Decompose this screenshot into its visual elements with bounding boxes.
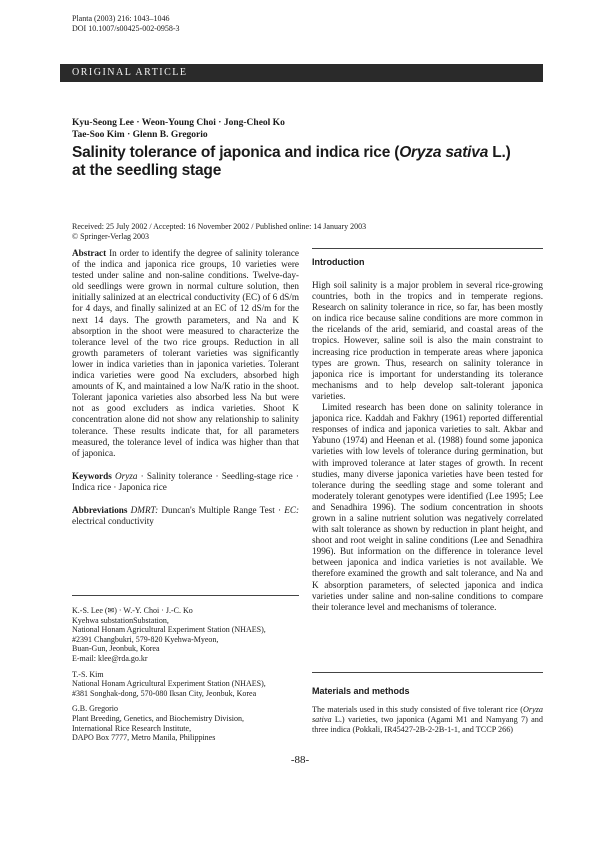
affiliation-3-line-1: G.B. Gregorio — [72, 704, 118, 714]
title-species: Oryza sativa — [399, 144, 489, 161]
methods-heading: Materials and methods — [312, 686, 410, 696]
abstract-text: In order to identify the degree of salinity tolerance of the indica and japonica rice groups, 10 varieties were tested under saline and non-saline conditions. Twelve-day-old seedlings were grown in normal culture solution, then initially salinized at an electrical conductivity (EC) of 6 dS/m for 4 days, and finally salinized at an EC of 12 dS/m for the next 14 days. The growth parameters, and Na and K absorption in the shoot were measured to characterize the tolerance level of the two rice groups. Reduction in all growth parameters of tolerant varieties was significantly lower in indica varieties than in japonica varieties. Tolerant indica varieties were good Na excluders, absorbed high amounts of K, and maintained a low Na/K ratio in the shoot. Tolerant japonica varieties also absorbed less Na but were not as good excluders as indica varieties. Shoot K concentration alone did not show any relationship to salinity tolerance. These results indicate that, for all parameters measured, the tolerance level of indica was higher than that of japonica. — [72, 248, 299, 458]
affiliations-divider — [72, 595, 299, 596]
affiliation-3-line-4: DAPO Box 7777, Metro Manila, Philippines — [72, 733, 216, 743]
keywords-genus: Oryza — [115, 470, 138, 481]
affiliation-1-line-5: Buan-Gun, Jeonbuk, Korea — [72, 644, 160, 654]
affiliations — [72, 606, 302, 749]
abbr-ec-key: EC: — [284, 504, 300, 515]
keywords-text: · Salinity tolerance · Seedling-stage rice · Indica rice · Japonica rice — [72, 470, 299, 492]
abbr-ec-value: electrical conductivity — [72, 516, 154, 527]
publication-dates — [72, 222, 366, 242]
introduction-heading: Introduction — [312, 257, 365, 267]
page-number: -88- — [290, 754, 310, 766]
abstract-label: Abstract — [72, 248, 107, 258]
affiliation-2-line-1: T.-S. Kim — [72, 669, 104, 679]
keywords — [72, 471, 299, 493]
title-line-2: at the seedling stage — [72, 162, 222, 179]
methods-text-2: L.) varieties, two japonica (Agami M1 and Namyang 7) and three indica (Pokkali, IR45427-2B-2-2B-1-1, and TCCP 266) — [312, 715, 543, 734]
keywords-label: Keywords — [72, 470, 112, 481]
introduction-body — [312, 280, 543, 613]
introduction-paragraph-2: Limited research has been done on salinity tolerance in japonica rice. Kaddah and Fakhry (1961) reported differential responses of indica and japonica varieties to salt. Akbar and Yabuno (1974) and Heenan et al. (1988) found some japonica varieties with low levels of tolerance during germination, but with improved tolerance at later stages of growth. In recent studies, many diverse japonica varieties have been tested for tolerance during the seedling stage and some tolerant and moderately tolerant genotypes were identified (Lee 1995; Lee and Senadhira 1996). The sodium concentration in shoots grown in a saline nutrient solution was negatively correlated with salt tolerance as shown by reduction in plant height, and shoot and root weight in saline conditions (Lee and Senadhira 1996). But information on the difference in tolerance level between japonica and indica varieties is not available. We therefore examined the growth and salt tolerance, and Na and K absorption parameters, of selected japonica and indica varieties under saline and non-saline conditions to compare their tolerance level and mechanisms of tolerance. — [312, 402, 543, 612]
title-part-2: L.) — [488, 144, 511, 161]
affiliation-2-line-3: #381 Songhak-dong, 570-080 Iksan City, Jeonbuk, Korea — [72, 688, 257, 698]
dates-line: Received: 25 July 2002 / Accepted: 16 November 2002 / Published online: 14 January 2003 — [72, 222, 367, 231]
doi-line: DOI 10.1007/s00425-002-0958-3 — [72, 24, 180, 33]
affiliation-1-line-1: K.-S. Lee (✉) · W.-Y. Choi · J.-C. Ko — [72, 606, 193, 615]
affiliation-3 — [72, 704, 302, 742]
methods-text — [312, 705, 543, 735]
abbreviations-label: Abbreviations — [72, 504, 128, 515]
affiliation-2-line-2: National Honam Agricultural Experiment Station (NHAES), — [72, 679, 266, 689]
citation-line: Planta (2003) 216: 1043–1046 — [72, 14, 170, 23]
introduction-divider — [312, 248, 543, 249]
affiliation-1 — [72, 606, 302, 664]
affiliation-3-line-3: International Rice Research Institute, — [72, 723, 192, 733]
title-part-1: Salinity tolerance of japonica and indica rice ( — [72, 144, 400, 161]
affiliation-1-line-3: National Honam Agricultural Experiment Station (NHAES), — [72, 625, 266, 635]
affiliation-1-line-4: #2391 Changbukri, 579-820 Kyehwa-Myeon, — [72, 634, 219, 644]
introduction-paragraph-1: High soil salinity is a major problem in several rice-growing countries, both in the tropics and in temperate regions. Research on salinity tolerance in rice, so far, has been mostly on indica rice because saline conditions are more common in the ricelands of the arid, semiarid, and coastal areas of the tropics. However, saline soil is also the main constraint to increasing rice production in temperate areas where japonica types are grown. Thus, research on salinity tolerance in japonica rice is important for understanding its tolerance mechanisms and to help develop salt-tolerant japonica varieties. — [312, 280, 543, 401]
affiliation-2 — [72, 670, 302, 699]
journal-citation — [72, 14, 180, 34]
affiliation-1-email: E-mail: klee@rda.go.kr — [72, 653, 148, 663]
author-list — [72, 117, 285, 141]
abstract — [72, 248, 299, 459]
affiliation-1-line-2: Kyehwa substationSubstation, — [72, 615, 169, 625]
paper-title — [72, 144, 532, 180]
methods-divider — [312, 672, 543, 673]
methods-species: Oryza sativa — [312, 705, 543, 724]
methods-text-1: The materials used in this study consisted of five tolerant rice ( — [312, 705, 523, 714]
article-type-label: ORIGINAL ARTICLE — [72, 67, 188, 78]
authors-line-1: Kyu-Seong Lee · Weon-Young Choi · Jong-Cheol Ko — [72, 118, 285, 128]
left-column — [72, 248, 299, 539]
affiliation-3-line-2: Plant Breeding, Genetics, and Biochemistry Division, — [72, 713, 244, 723]
abbr-dmrt-value: Duncan's Multiple Range Test · — [158, 504, 282, 515]
abbreviations — [72, 505, 299, 527]
copyright-line: © Springer-Verlag 2003 — [72, 232, 150, 241]
abbr-dmrt-key: DMRT: — [130, 504, 159, 515]
authors-line-2: Tae-Soo Kim · Glenn B. Gregorio — [72, 130, 208, 140]
